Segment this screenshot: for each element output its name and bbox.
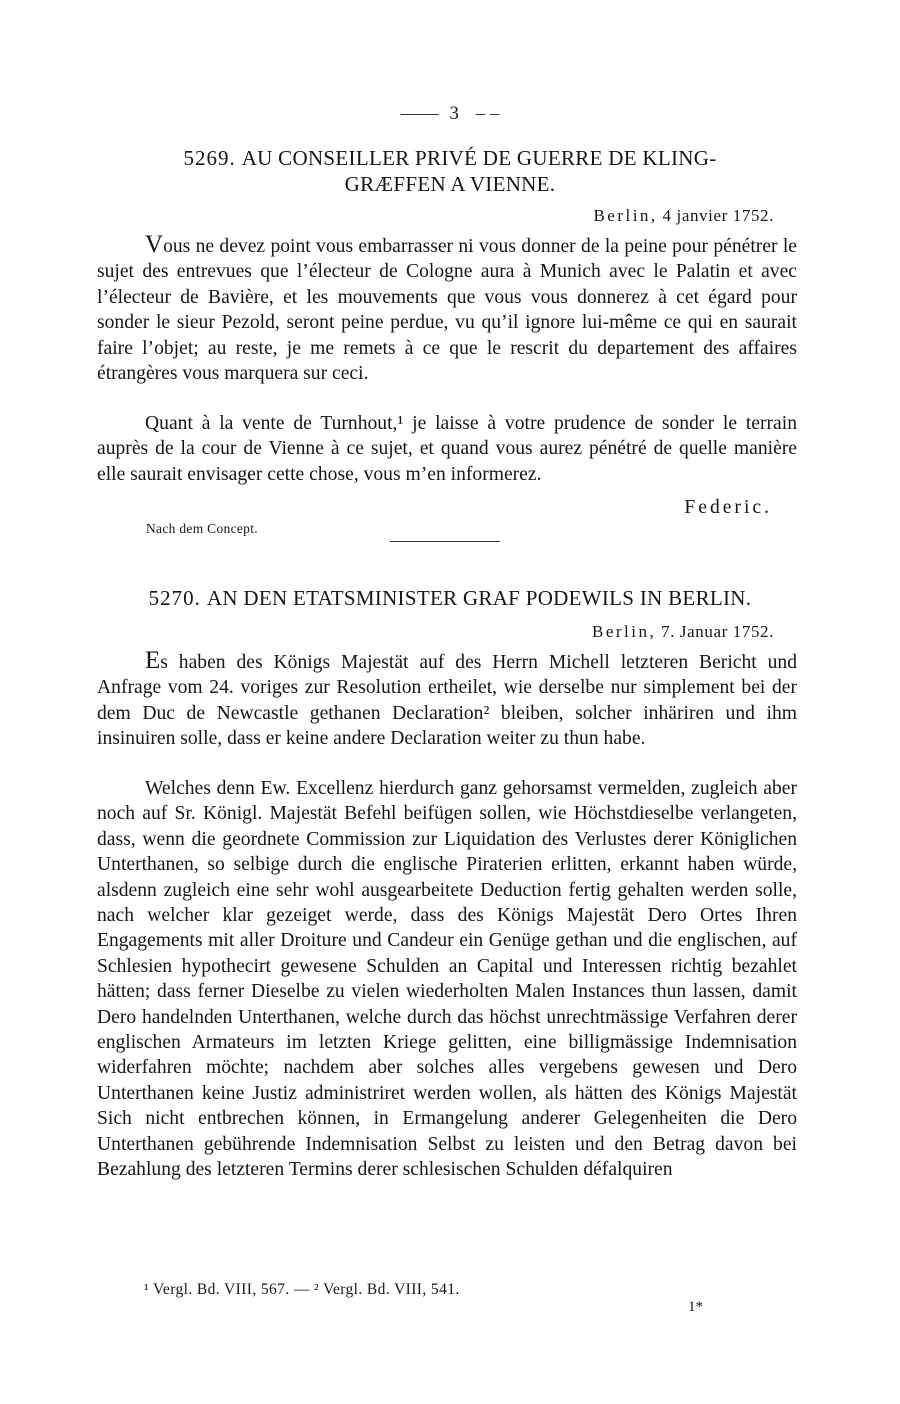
letter-1-heading-line2: GRÆFFEN A VIENNE.: [344, 172, 556, 196]
letter-1-date: 4 janvier 1752.: [662, 206, 774, 225]
letter-2-heading: [100, 585, 800, 611]
letter-1-paragraph-2: Quant à la vente de Turnhout,¹ je laisse à votre prudence de sonder le terrain auprès de la cour de Vienne à ce sujet, et quand vous aurez pénétré de quelle manière elle saurait envisager cette chose, vous m’en informerez.: [97, 413, 797, 485]
letter-1-heading: [100, 145, 800, 197]
sheet-mark: 1*: [688, 1299, 703, 1315]
letter-2-number: 5270.: [148, 586, 201, 610]
letter-1-paragraph-1-text: ous ne devez point vous embarrasser ni vous donner de la peine pour pénétrer le sujet des entrevues que l’électeur de Cologne aura à Munich avec le Palatin et avec l’électeur de Bavière, et les mouvements que vous vous donnerez à cet égard pour sonder le sieur Pezold, seront peine perdue, vu qu’il ignore lui-même ce qui en saurait faire l’objet; au reste, je me remets à ce que le rescrit du departement des affaires étrangères vous marquera sur ceci.: [97, 236, 797, 385]
letter-1-paragraph-1: [97, 232, 797, 386]
letter-1-initial: V: [145, 231, 164, 258]
page-number: [0, 103, 900, 125]
section-divider: [390, 541, 500, 542]
letter-1-date-place: Berlin,: [593, 206, 658, 225]
letter-2-dateline: [592, 622, 774, 642]
letter-2-heading-text: AN DEN ETATSMINISTER GRAF PODEWILS IN BERLIN.: [206, 586, 752, 610]
letter-2-initial: E: [145, 647, 161, 674]
letter-1-heading-line1: [100, 145, 800, 171]
letter-1-source-note: Nach dem Concept.: [146, 521, 258, 536]
page-number-dash-right: – –: [475, 103, 500, 124]
letter-2-paragraph-2: Welches denn Ew. Excellenz hierdurch ganz gehorsamst vermelden, zugleich aber noch auf Sr. Königl. Majestät Befehl beifügen sollen, wie Höchstdieselbe verlangeten, dass, wenn die geordnete Commission zur Liquidation des Verlustes derer Königlichen Unterthanen, so selbige durch die englische Piraterien erlitten, erkannt haben würde, alsdenn zugleich eine sehr wohl ausgearbeitete Deduction fertig gehalten werden solle, nach welcher klar gezeiget werde, dass des Königs Majestät Dero Ortes Ihren Engagements mit aller Droiture und Candeur ein Genüge gethan und die englischen, auf Schlesien hypothecirt gewesene Schulden an Capital und Interessen richtig bezahlet hätten; dass ferner Dieselbe zu vielen wiederholten Malen Instances thun lassen, damit Dero handelnden Unterthanen, welche durch das höchst unrechtmässige Verfahren derer englischen Armateurs im letzten Kriege gelitten, eine billigmässige Indemnisation widerfahren möchte; nachdem aber solches alles vergebens gewesen und Dero Unterthanen keine Justiz administriret werden wollen, als hätten des Königs Majestät Sich nicht entbrechen können, in Ermangelung anderer Gelegenheiten die Dero Unterthanen gebührende Indemnisation Selbst zu leisten und den Betrag davon bei Bezahlung des letzteren Termins derer schlesischen Schulden défalquiren: [97, 778, 797, 1181]
footnotes: ¹ Vergl. Bd. VIII, 567. — ² Vergl. Bd. VIII, 541.: [144, 1281, 460, 1298]
letter-1-signature: Federic.: [684, 497, 772, 518]
page-number-dash-left: ——: [400, 103, 439, 124]
letter-1-number: 5269.: [183, 146, 236, 170]
letter-1-heading-text: AU CONSEILLER PRIVÉ DE GUERRE DE KLING-: [241, 146, 717, 170]
page-number-value: 3: [449, 103, 465, 124]
letter-2-paragraph-1: [97, 648, 797, 752]
letter-2-date-place: Berlin,: [592, 622, 657, 641]
letter-1-dateline: [593, 206, 774, 226]
letter-2-paragraph-1-text: s haben des Königs Majestät auf des Herrn Michell letzteren Bericht und Anfrage vom 24. voriges zur Resolution ertheilet, wie derselbe nur simplement bei der dem Duc de Newcastle gethanen Declaration² bleiben, solcher inhäriren und ihm insinuiren solle, dass er keine andere Declaration weiter zu thun habe.: [97, 652, 797, 750]
letter-2-date: 7. Januar 1752.: [661, 622, 774, 641]
